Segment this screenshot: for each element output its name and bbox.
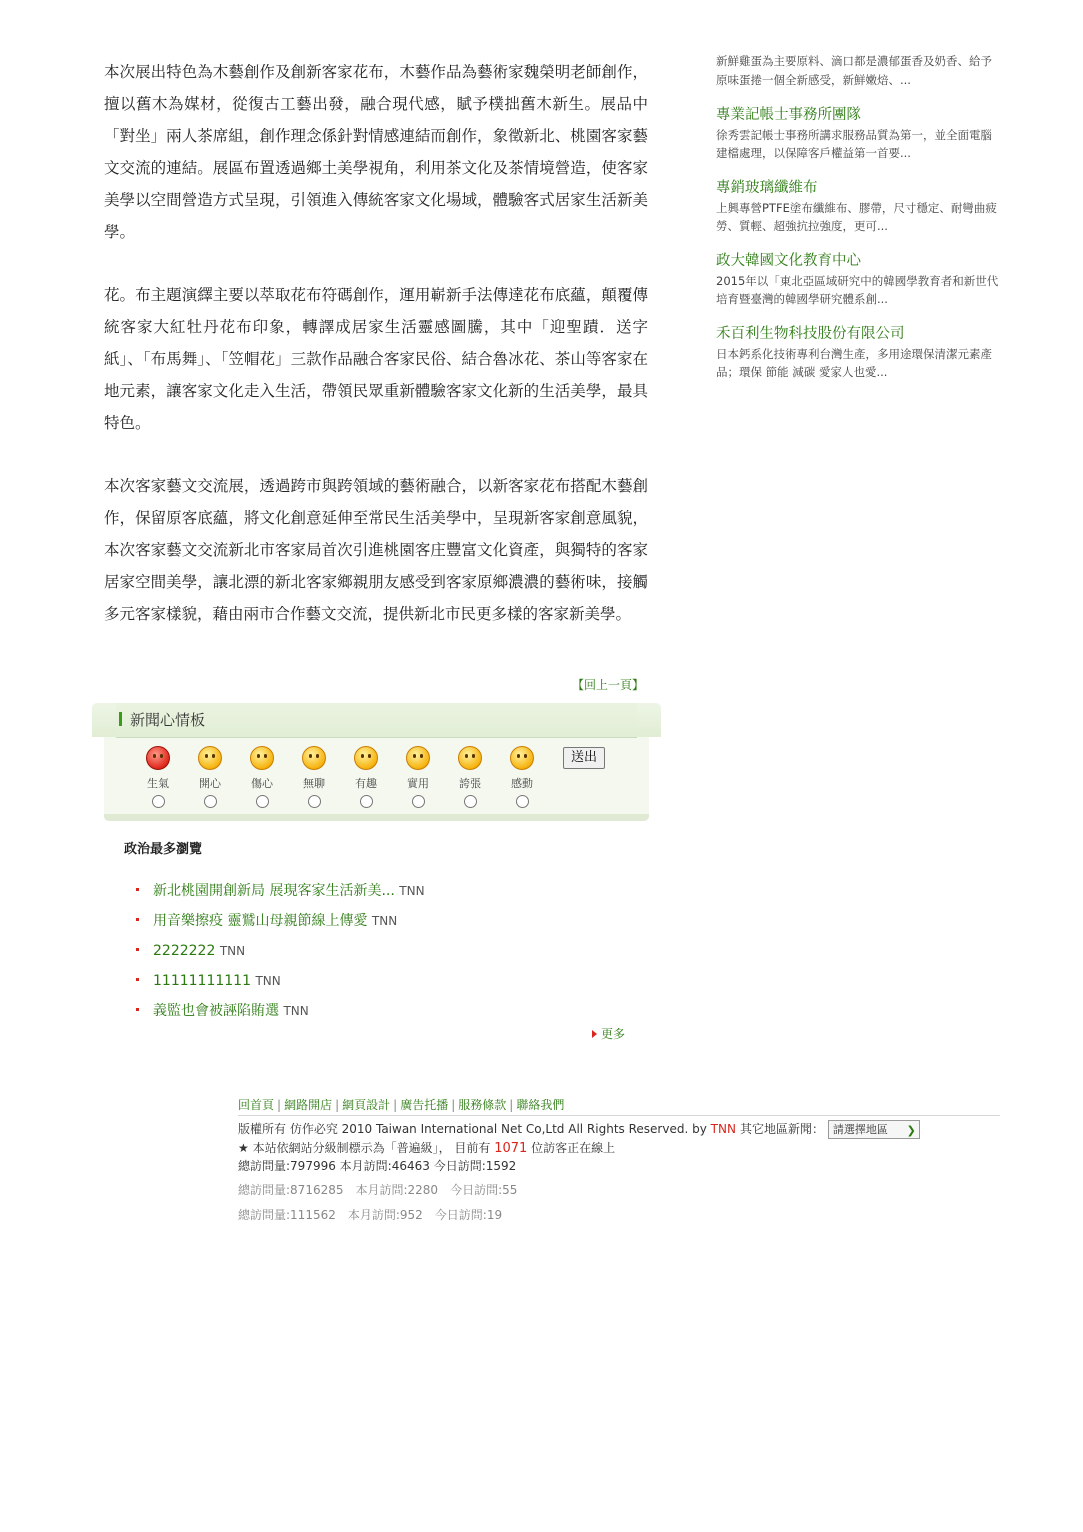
footer-link-terms[interactable]: 服務條款 bbox=[458, 1098, 507, 1112]
mood-option-happy bbox=[190, 746, 230, 808]
sidebar-ad-title[interactable]: 政大韓國文化教育中心 bbox=[716, 253, 861, 269]
copyright-text: 版權所有 仿作必究 2010 Taiwan International Net Co,Ltd All Rights Reserved. by bbox=[238, 1122, 707, 1136]
news-link[interactable]: 新北桃園開創新局 展現客家生活新美... bbox=[153, 883, 395, 899]
most-viewed-list bbox=[136, 878, 425, 1028]
bullet-icon bbox=[136, 888, 139, 891]
footer-link-home[interactable]: 回首頁 bbox=[238, 1098, 275, 1112]
title-accent-bar bbox=[119, 712, 122, 726]
separator: | bbox=[335, 1098, 340, 1112]
mood-label: 傷心 bbox=[251, 777, 273, 790]
mood-board bbox=[104, 703, 649, 821]
online-count: 1071 bbox=[494, 1141, 528, 1156]
footer-link-contact[interactable]: 聯絡我們 bbox=[516, 1098, 565, 1112]
article-body bbox=[104, 56, 648, 661]
mood-radio[interactable] bbox=[516, 795, 529, 808]
mood-title: 新聞心情板 bbox=[130, 711, 206, 729]
news-source: TNN bbox=[283, 1004, 309, 1018]
mood-radio[interactable] bbox=[152, 795, 165, 808]
rating-text: ★ 本站依網站分級制標示為「普遍級」， 目前有 bbox=[238, 1141, 491, 1155]
separator: | bbox=[393, 1098, 398, 1112]
mood-option-bored bbox=[294, 746, 334, 808]
mood-label: 無聊 bbox=[303, 777, 325, 790]
mood-label: 有趣 bbox=[355, 777, 377, 790]
sidebar-ad-desc: 日本鈣系化技術專利台灣生產，多用途環保清潔元素產品；環保 節能 減碳 愛家人也愛... bbox=[716, 347, 992, 379]
list-item bbox=[136, 908, 425, 938]
most-viewed-title: 政治最多瀏覽 bbox=[124, 842, 203, 857]
visit-stats: 總訪問量:8716285 本月訪問:2280 今日訪問:55 bbox=[238, 1183, 518, 1197]
sidebar-top-desc: 新鮮雞蛋為主要原料、滴口都是濃郁蛋香及奶香、給予原味蛋捲一個全新感受，新鮮嫩焙、... bbox=[716, 54, 992, 87]
footer-rating bbox=[238, 1139, 615, 1156]
footer-divider bbox=[238, 1115, 1000, 1116]
more-label: 更多 bbox=[601, 1027, 626, 1041]
bored-face-icon bbox=[302, 746, 326, 770]
angry-face-icon bbox=[146, 746, 170, 770]
footer-nav bbox=[238, 1096, 564, 1113]
mood-label: 感動 bbox=[511, 777, 533, 790]
mood-radio[interactable] bbox=[204, 795, 217, 808]
list-item bbox=[136, 878, 425, 908]
more-link[interactable] bbox=[592, 1025, 625, 1042]
news-source: TNN bbox=[219, 944, 246, 958]
sidebar-ad-desc: 徐秀雲記帳士事務所講求服務品質為第一，並全面電腦建檔處理，以保障客戶權益第一首要... bbox=[716, 128, 992, 160]
region-news bbox=[740, 1120, 920, 1139]
news-source: TNN bbox=[399, 884, 425, 898]
bullet-icon bbox=[136, 948, 139, 951]
sidebar-ad-item bbox=[716, 323, 1001, 396]
news-link[interactable]: 2222222 bbox=[153, 943, 216, 959]
sad-face-icon bbox=[250, 746, 274, 770]
bullet-icon bbox=[136, 1008, 139, 1011]
list-item bbox=[136, 998, 425, 1028]
sidebar-ad-item bbox=[716, 104, 1001, 177]
news-link[interactable]: 用音樂擦疫 靈鷲山母親節線上傳愛 bbox=[153, 913, 368, 929]
visit-stats: 總訪問量:111562 本月訪問:952 今日訪問:19 bbox=[238, 1208, 503, 1222]
footer-link-shop[interactable]: 網路開店 bbox=[284, 1098, 333, 1112]
mood-option-sad bbox=[242, 746, 282, 808]
mood-radio[interactable] bbox=[412, 795, 425, 808]
visit-stats: 總訪問量:797996 本月訪問:46463 今日訪問:1592 bbox=[238, 1159, 517, 1173]
region-select-value: 請選擇地區 bbox=[832, 1123, 888, 1136]
bullet-icon bbox=[136, 978, 139, 981]
separator: | bbox=[277, 1098, 282, 1112]
mood-option-angry bbox=[138, 746, 178, 808]
footer-link-ads[interactable]: 廣告托播 bbox=[400, 1098, 449, 1112]
mood-radio[interactable] bbox=[464, 795, 477, 808]
list-item bbox=[136, 968, 425, 998]
sidebar-ad-item bbox=[716, 177, 1001, 250]
mood-footer-bar bbox=[104, 814, 649, 821]
sidebar-ads bbox=[716, 104, 1001, 396]
back-link-row bbox=[104, 676, 644, 693]
shocked-face-icon bbox=[458, 746, 482, 770]
news-source: TNN bbox=[371, 914, 398, 928]
news-link[interactable]: 11111111111 bbox=[153, 973, 251, 989]
mood-radio[interactable] bbox=[256, 795, 269, 808]
article-paragraph: 本次客家藝文交流展，透過跨市與跨領域的藝術融合，以新客家花布搭配木藝創作，保留原客底蘊，將文化創意延伸至常民生活美學中，呈現新客家創意風貌，本次客家藝文交流新北市客家局首次引進桃園客庄豐富文化資產，與獨特的客家居家空間美學，讓北漂的新北客家鄉親朋友感受到客家原鄉濃濃的藝術味，接觸多元客家樣貌，藉由兩市合作藝文交流，提供新北市民更多樣的客家新美學。 bbox=[104, 477, 648, 623]
mood-radio[interactable] bbox=[308, 795, 321, 808]
article-paragraph: 花。布主題演繹主要以萃取花布符碼創作，運用嶄新手法傳達花布底蘊，顛覆傳統客家大紅牡丹花布印象，轉譯成居家生活靈感圖騰，其中「迎聖蹟．送字紙」、「布馬舞」、「笠帽花」三款作品融合客家民俗、結合魯冰花、茶山等客家在地元素，讓客家文化走入生活，帶領民眾重新體驗客家文化新的生活美學，最具特色。 bbox=[104, 286, 648, 432]
mood-option-exaggerated bbox=[450, 746, 490, 808]
footer-link-webdesign[interactable]: 網頁設計 bbox=[342, 1098, 391, 1112]
glasses-face-icon bbox=[406, 746, 430, 770]
arrow-right-icon bbox=[592, 1030, 597, 1038]
mood-label: 誇張 bbox=[459, 777, 481, 790]
mood-option-fun bbox=[346, 746, 386, 808]
sidebar-ad-desc: 上興專營PTFE塗布纖維布、膠帶，尺寸穩定、耐彎曲疲勞、質輕、超強抗拉強度，更可... bbox=[716, 201, 997, 233]
laughing-face-icon bbox=[198, 746, 222, 770]
mood-option-touched bbox=[502, 746, 542, 808]
region-label: 其它地區新聞： bbox=[740, 1122, 825, 1136]
mood-label: 實用 bbox=[407, 777, 429, 790]
back-button[interactable]: 【回上一頁】 bbox=[571, 678, 644, 692]
sidebar-ad-desc: 2015年以「東北亞區域研究中的韓國學教育者和新世代培育暨臺灣的韓國學研究體系創... bbox=[716, 274, 999, 306]
rating-suffix: 位訪客正在線上 bbox=[531, 1141, 616, 1155]
chevron-down-icon: ❯ bbox=[906, 1124, 916, 1137]
mood-option-useful bbox=[398, 746, 438, 808]
article-paragraph: 本次展出特色為木藝創作及創新客家花布，木藝作品為藝術家魏榮明老師創作，擅以舊木為媒材，從復古工藝出發，融合現代感，賦予樸拙舊木新生。展品中「對坐」兩人茶席組，創作理念係針對情感連結而創作，象徵新北、桃園客家藝文交流的連結。展區布置透過鄉土美學視角，利用茶文化及茶情境營造，使客家美學以空間營造方式呈現，引領進入傳統客家文化場域，體驗客式居家生活新美學。 bbox=[104, 63, 648, 241]
news-link[interactable]: 義監也會被誣陷賄選 bbox=[153, 1003, 279, 1019]
mood-label: 開心 bbox=[199, 777, 221, 790]
footer-copyright bbox=[238, 1120, 736, 1137]
region-select[interactable] bbox=[828, 1120, 920, 1139]
sidebar-ad-title[interactable]: 專銷玻璃纖維布 bbox=[716, 180, 818, 196]
news-source: TNN bbox=[255, 974, 281, 988]
teary-face-icon bbox=[510, 746, 534, 770]
separator: | bbox=[509, 1098, 514, 1112]
copyright-brand[interactable]: TNN bbox=[710, 1122, 736, 1136]
sidebar-ad-title[interactable]: 專業記帳士事務所團隊 bbox=[716, 107, 861, 123]
mood-label: 生氣 bbox=[147, 777, 169, 790]
separator: | bbox=[451, 1098, 456, 1112]
mood-submit-button[interactable]: 送出 bbox=[563, 747, 605, 769]
sidebar-ad-item bbox=[716, 250, 1001, 323]
mood-radio[interactable] bbox=[360, 795, 373, 808]
bullet-icon bbox=[136, 918, 139, 921]
sidebar-ad-title[interactable]: 禾百利生物科技股份有限公司 bbox=[716, 326, 905, 342]
smiling-face-icon bbox=[354, 746, 378, 770]
mood-header bbox=[116, 703, 637, 738]
list-item bbox=[136, 938, 425, 968]
